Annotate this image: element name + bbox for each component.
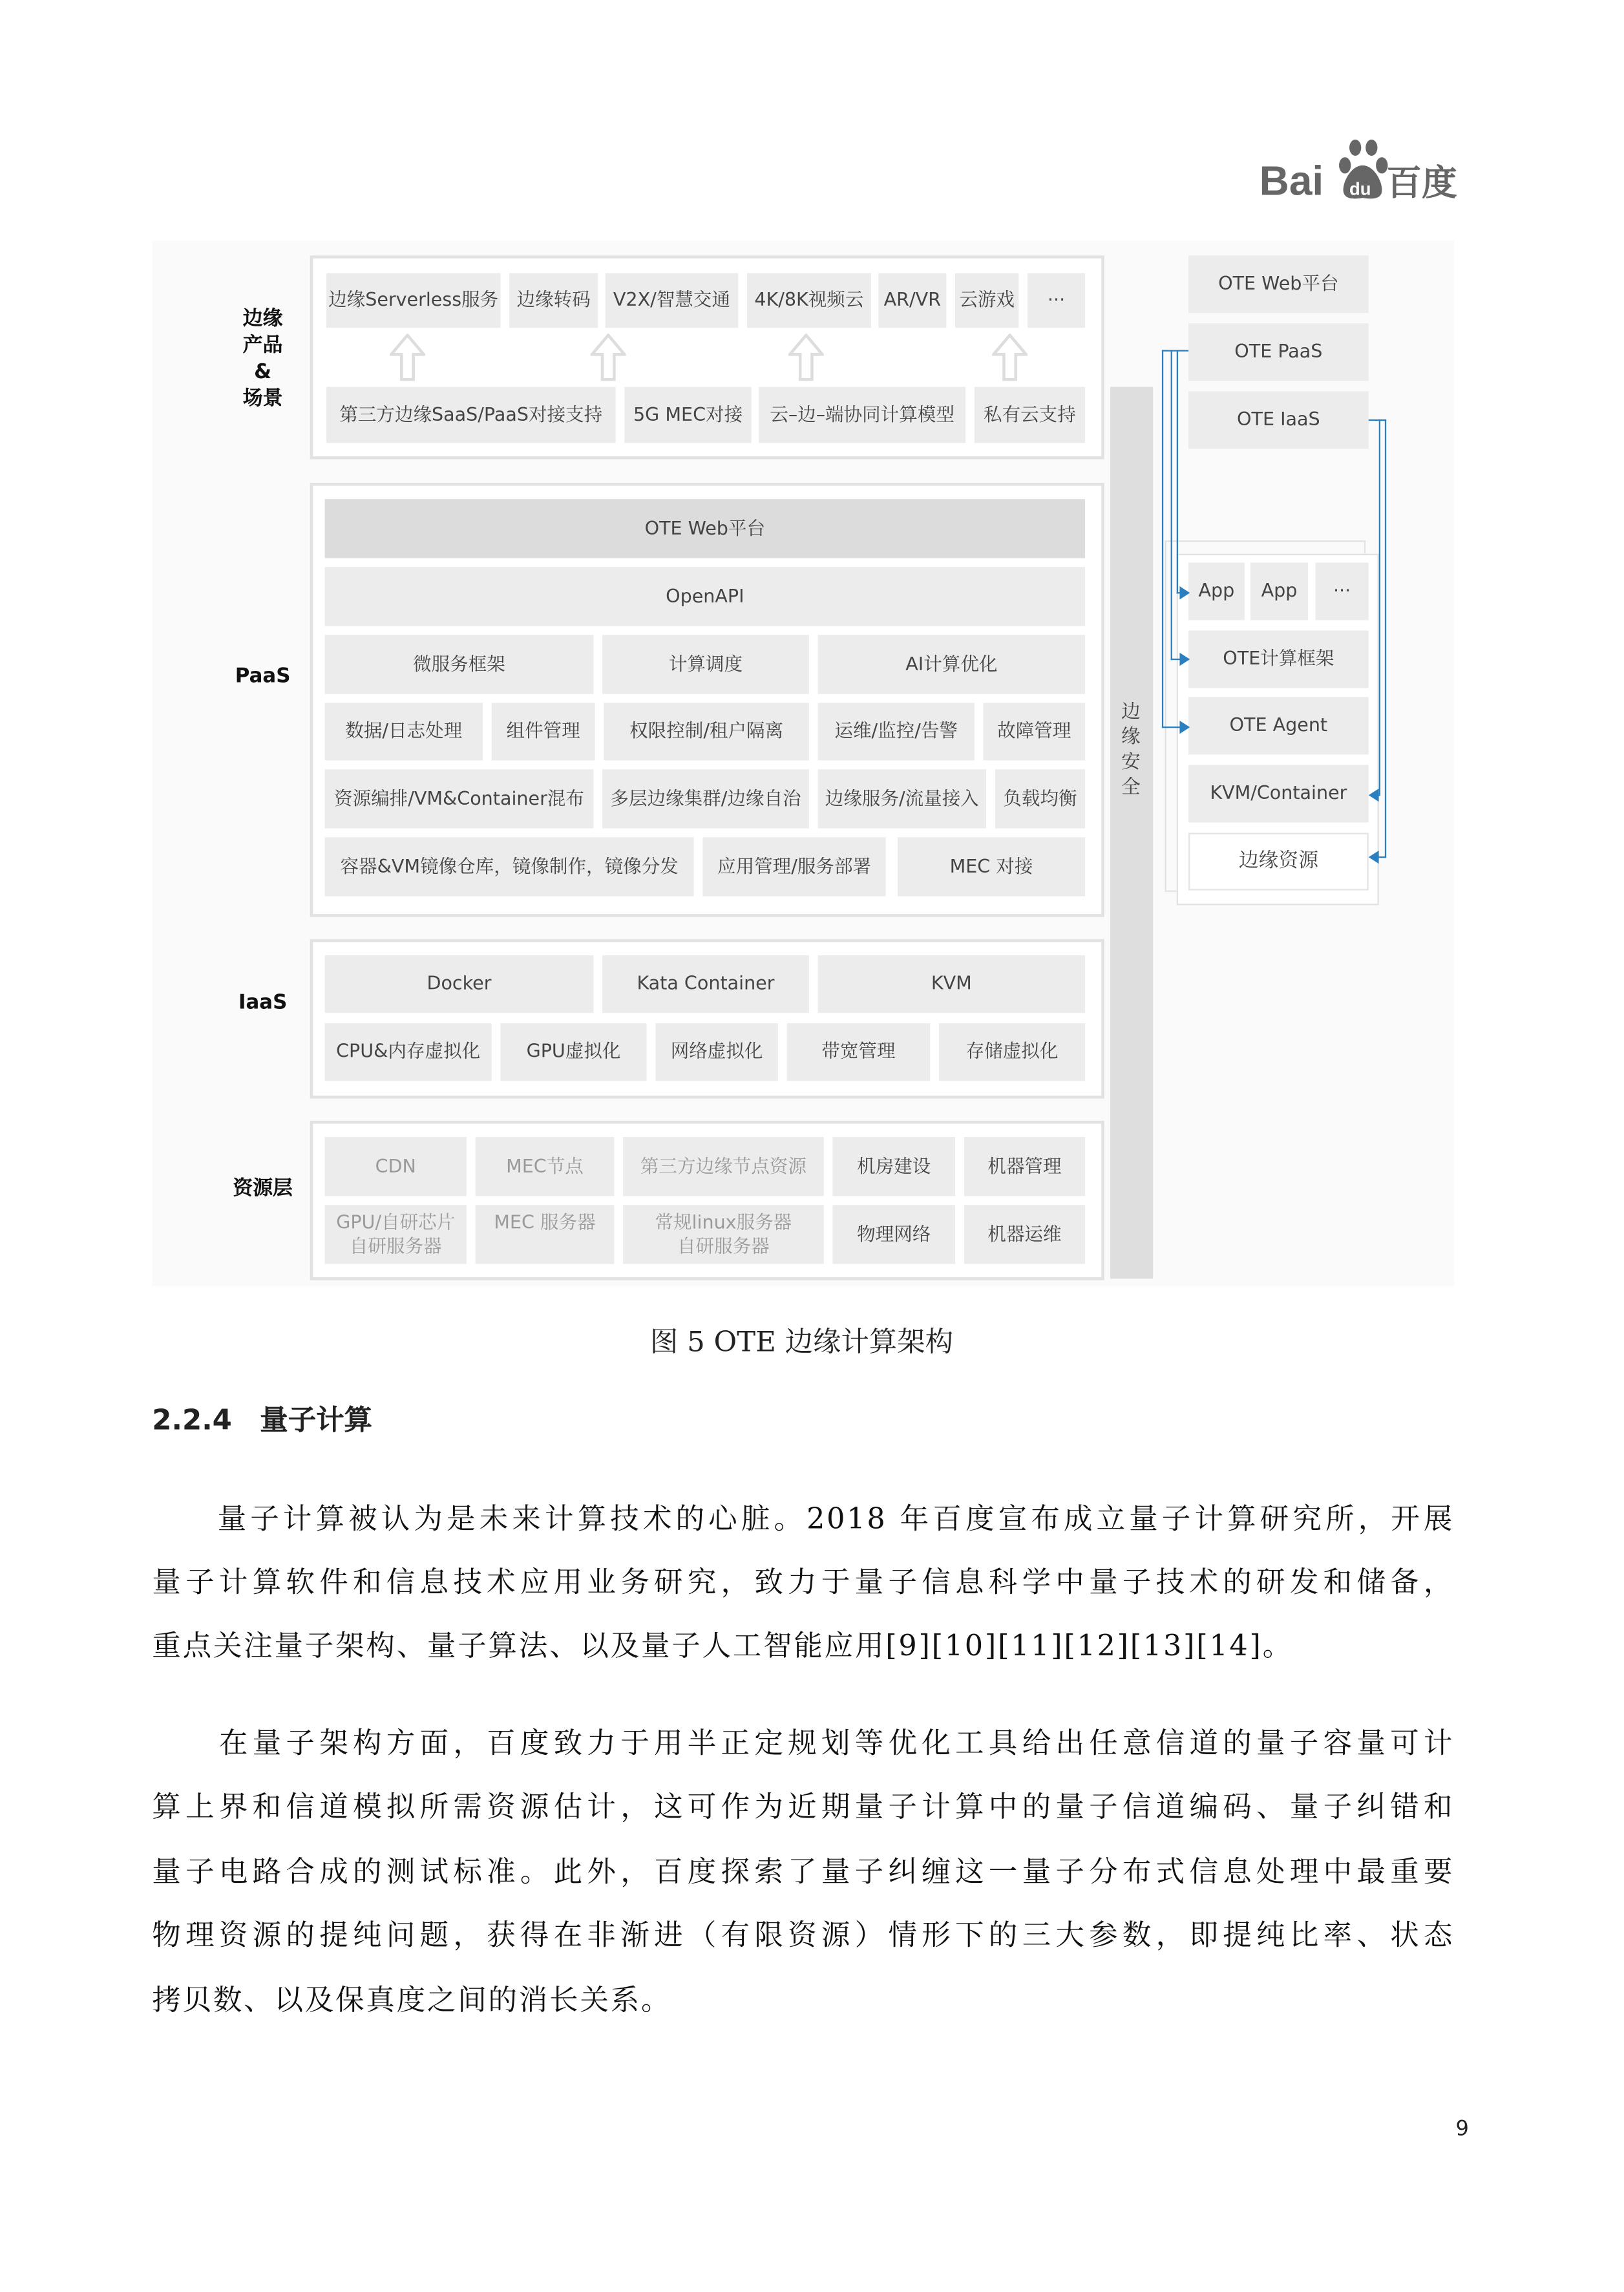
text-line: 算上界和信道模拟所需资源估计，这可作为近期量子计算中的量子信道编码、量子纠错和: [152, 1789, 1455, 1824]
iaas-box: Kata Container: [602, 955, 809, 1013]
resource-box: 机器运维: [964, 1205, 1085, 1264]
product-box: ···: [1028, 273, 1085, 328]
product-box: AR/VR: [878, 273, 946, 328]
paas-box: 计算调度: [602, 635, 809, 694]
iaas-box: GPU虚拟化: [500, 1023, 646, 1081]
layer-label-resource: 资源层: [233, 1176, 293, 1201]
paas-box: 应用管理/服务部署: [702, 837, 885, 896]
resource-box: 物理网络: [832, 1205, 955, 1264]
edge-security-bar: [1110, 387, 1153, 1279]
resource-box: 机房建设: [832, 1137, 955, 1196]
up-arrow-icon: [591, 334, 626, 381]
right-box-framework: OTE计算框架: [1188, 630, 1369, 688]
paas-box: OpenAPI: [325, 567, 1086, 626]
resource-box: 常规linux服务器 自研服务器: [623, 1205, 824, 1264]
layer-label-paas: PaaS: [235, 664, 291, 688]
svg-text:Bai: Bai: [1259, 157, 1324, 201]
resource-box: MEC 服务器: [476, 1205, 615, 1264]
iaas-box: 网络虚拟化: [655, 1023, 778, 1081]
figure-caption: 图 5 OTE 边缘计算架构: [649, 1326, 954, 1359]
svg-text:百度: 百度: [1386, 162, 1457, 201]
section-heading: 2.2.4 量子计算: [152, 1404, 372, 1437]
product-box: 云游戏: [955, 273, 1018, 328]
text-line: 量子计算软件和信息技术应用业务研究，致力于量子信息科学中量子技术的研发和储备，: [152, 1565, 1455, 1600]
svg-text:du: du: [1349, 178, 1371, 199]
paas-box: 组件管理: [492, 703, 595, 760]
paas-box: MEC 对接: [898, 837, 1085, 896]
arrow-left-icon: [1369, 789, 1379, 802]
text-line: 拷贝数、以及保真度之间的消长关系。: [152, 1983, 672, 2017]
iaas-box: 存储虚拟化: [939, 1023, 1085, 1081]
text-line: 物理资源的提纯问题，获得在非渐进（有限资源）情形下的三大参数，即提纯比率、状态: [152, 1918, 1455, 1953]
resource-box: GPU/自研芯片 自研服务器: [325, 1205, 467, 1264]
paas-box: AI计算优化: [818, 635, 1085, 694]
product-support-box: 第三方边缘SaaS/PaaS对接支持: [326, 387, 616, 443]
paas-box: 故障管理: [983, 703, 1085, 760]
paas-box: 负载均衡: [995, 769, 1085, 828]
iaas-box: CPU&内存虚拟化: [325, 1023, 492, 1081]
text-line: 量子电路合成的测试标准。此外，百度探索了量子纠缠这一量子分布式信息处理中最重要: [152, 1854, 1455, 1889]
right-box-agent: OTE Agent: [1188, 697, 1369, 754]
paas-box: 权限控制/租户隔离: [604, 703, 809, 760]
right-box-iaas: OTE IaaS: [1188, 391, 1369, 449]
right-box-web: OTE Web平台: [1188, 255, 1369, 313]
app-box: App: [1250, 562, 1308, 620]
resource-box: CDN: [325, 1137, 467, 1196]
resource-box: 第三方边缘节点资源: [623, 1137, 824, 1196]
app-box: ···: [1315, 562, 1368, 620]
iaas-box: KVM: [818, 955, 1085, 1013]
text-line: 在量子架构方面，百度致力于用半正定规划等优化工具给出任意信道的量子容量可计: [152, 1726, 1455, 1761]
text-line: 量子计算被认为是未来计算技术的心脏。2018 年百度宣布成立量子计算研究所，开展: [152, 1501, 1455, 1536]
right-box-edge-resource: 边缘资源: [1188, 833, 1369, 890]
resource-box: 机器管理: [964, 1137, 1085, 1196]
up-arrow-icon: [390, 334, 425, 381]
up-arrow-icon: [788, 334, 824, 381]
arrow-right-icon: [1179, 653, 1190, 666]
resource-box: MEC节点: [476, 1137, 615, 1196]
paas-box: 微服务框架: [325, 635, 594, 694]
paas-box: 容器&VM镜像仓库，镜像制作，镜像分发: [325, 837, 694, 896]
paas-box: OTE Web平台: [325, 499, 1086, 558]
paas-box: 运维/监控/告警: [818, 703, 975, 760]
product-box: V2X/智慧交通: [606, 273, 739, 328]
paas-box: 边缘服务/流量接入: [818, 769, 986, 828]
arrow-left-icon: [1369, 851, 1379, 864]
text-line: 重点关注量子架构、量子算法、以及量子人工智能应用[9][10][11][12][13][14]。: [152, 1628, 1293, 1663]
arrow-right-icon: [1179, 586, 1190, 600]
paas-box: 多层边缘集群/边缘自治: [602, 769, 809, 828]
product-box: 4K/8K视频云: [747, 273, 871, 328]
paas-box: 数据/日志处理: [325, 703, 483, 760]
product-box: 边缘Serverless服务: [326, 273, 501, 328]
layer-label-iaas: IaaS: [238, 990, 288, 1015]
product-box: 边缘转码: [509, 273, 598, 328]
arrow-right-icon: [1179, 721, 1190, 734]
iaas-box: 带宽管理: [787, 1023, 931, 1081]
app-box: App: [1188, 562, 1245, 620]
product-support-box: 5G MEC对接: [624, 387, 751, 443]
layer-label-products: 边缘 产品 & 场景: [242, 307, 283, 411]
right-box-paas: OTE PaaS: [1188, 323, 1369, 381]
edge-security-label: 边缘安全: [1121, 701, 1141, 799]
page-number: 9: [1455, 2117, 1469, 2141]
right-box-kvm: KVM/Container: [1188, 765, 1369, 822]
paas-box: 资源编排/VM&Container混布: [325, 769, 594, 828]
product-support-box: 私有云支持: [975, 387, 1085, 443]
iaas-box: Docker: [325, 955, 594, 1013]
baidu-logo: [1260, 133, 1461, 201]
product-support-box: 云–边–端协同计算模型: [759, 387, 965, 443]
up-arrow-icon: [992, 334, 1028, 381]
